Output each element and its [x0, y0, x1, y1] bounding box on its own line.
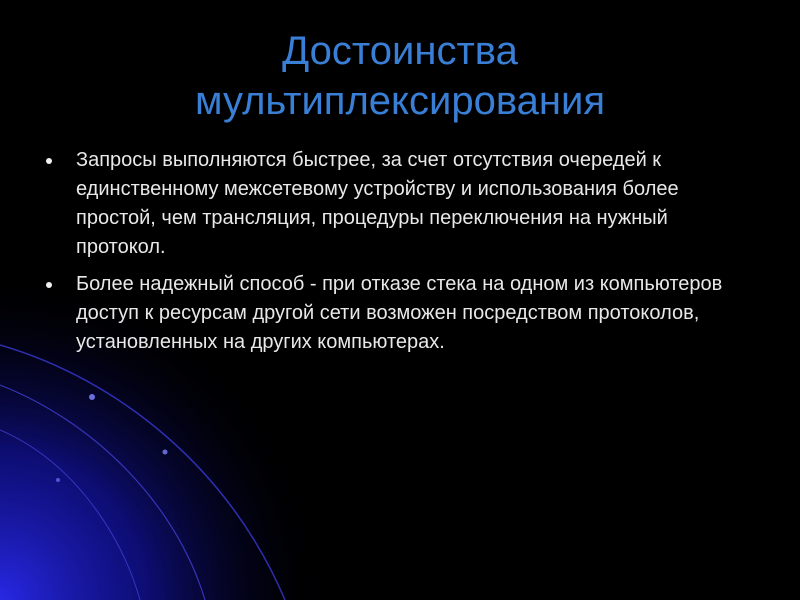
glow-dot-1 — [89, 394, 95, 400]
bullet-dot-icon — [46, 158, 52, 164]
bullet-list — [44, 146, 734, 365]
glow-dot-2 — [163, 450, 168, 455]
bullet-text: Более надежный способ - при отказе стека на одном из компьютеров доступ к ресурсам другой сети возможен посредством протоколов, установленных на других компьютерах. — [76, 273, 723, 353]
slide-title — [0, 26, 800, 126]
bullet-dot-icon — [46, 282, 52, 288]
title-line-1: Достоинства — [282, 29, 518, 73]
glow-dot-3 — [56, 478, 60, 482]
bullet-item — [44, 270, 734, 357]
bullet-item — [44, 146, 734, 262]
bullet-text: Запросы выполняются быстрее, за счет отсутствия очередей к единственному межсетевому устройству и использования более простой, чем трансляция, процедуры переключения на нужный протокол. — [76, 149, 679, 258]
title-line-2: мультиплексирования — [195, 79, 605, 123]
